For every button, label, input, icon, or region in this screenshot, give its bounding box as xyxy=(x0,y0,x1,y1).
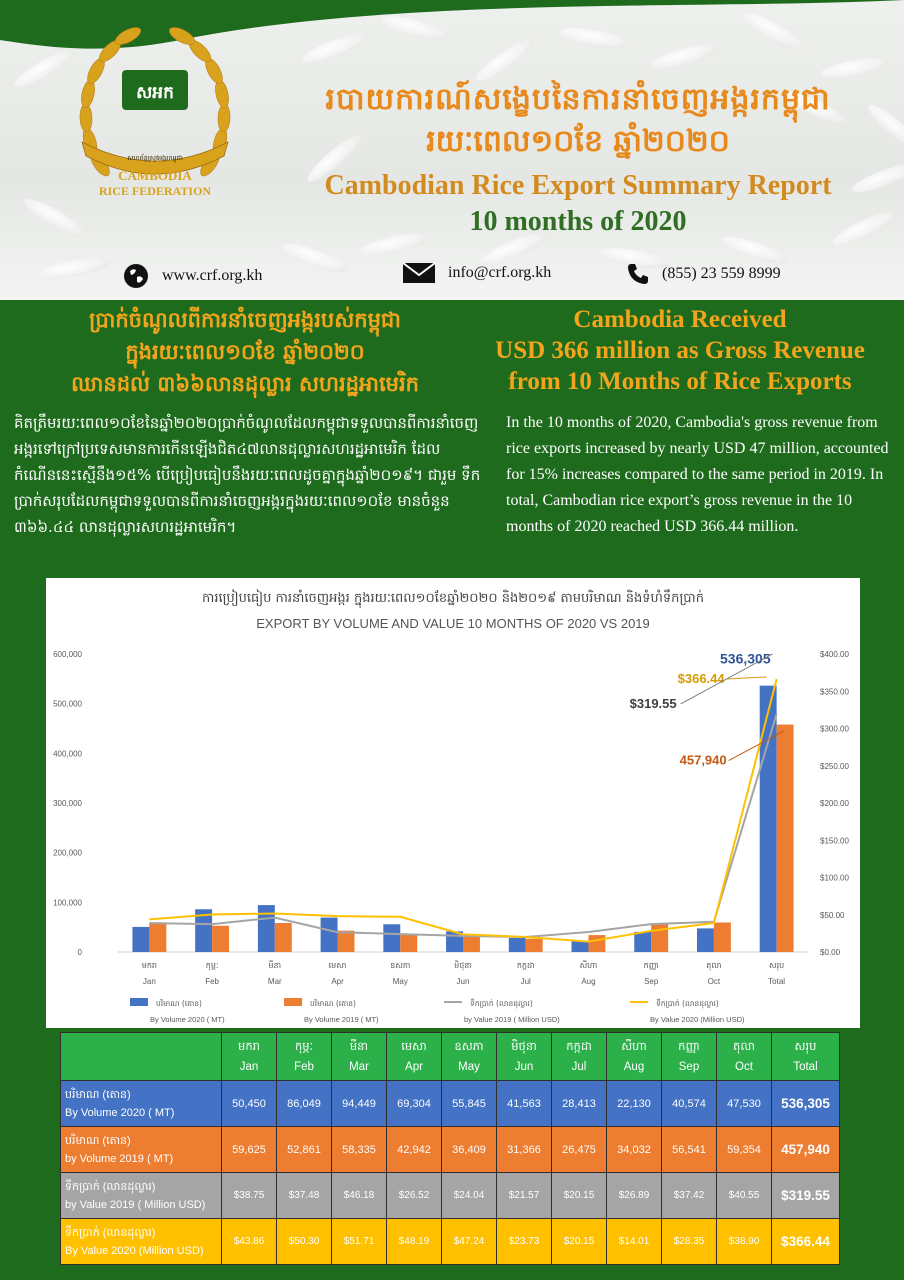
category-label: Sep xyxy=(644,977,659,986)
category-label: Jan xyxy=(142,977,156,986)
month-label: Mar xyxy=(349,1060,369,1073)
table-cell: $48.19 xyxy=(387,1219,442,1265)
table-header-cell xyxy=(662,1033,717,1081)
khmer-heading-line-2: ក្នុងរយៈពេល១០ខែ ឆ្នាំ២០២០ xyxy=(125,339,365,364)
table-cell: $20.15 xyxy=(552,1173,607,1219)
month-label-khmer: តុលា xyxy=(733,1040,755,1053)
row-label-khmer: បរិមាណ (តោន) xyxy=(65,1088,131,1101)
category-label-khmer: មេសា xyxy=(328,961,347,970)
bar-by-volume-2019-mt- xyxy=(463,936,480,952)
legend-label-khmer: ទឹកប្រាក់ (លានដុល្លារ) xyxy=(470,999,533,1008)
bar-by-volume-2019-mt- xyxy=(212,926,229,952)
category-label: Apr xyxy=(331,977,344,986)
english-heading-line-3: from 10 Months of Rice Exports xyxy=(508,368,852,395)
left-axis-tick-label: 500,000 xyxy=(53,699,82,709)
header-banner xyxy=(0,0,904,300)
table-cell: $40.55 xyxy=(717,1173,772,1219)
table-cell: $23.73 xyxy=(497,1219,552,1265)
title-khmer-line-1: របាយការណ៍សង្ខេបនៃការនាំចេញអង្ករកម្ពុជា xyxy=(325,82,831,117)
category-label: Mar xyxy=(267,977,282,986)
category-label-khmer: មិថុនា xyxy=(454,961,472,970)
bar-by-volume-2020-mt- xyxy=(258,905,275,952)
month-label: Jun xyxy=(514,1060,534,1073)
bar-by-volume-2019-mt- xyxy=(275,923,292,952)
table-cell: 28,413 xyxy=(552,1081,607,1127)
bar-by-volume-2019-mt- xyxy=(149,922,166,952)
left-axis-tick-label: 100,000 xyxy=(53,898,82,908)
chart-title-khmer: ការប្រៀបធៀប ការនាំចេញអង្ករ ក្នុងរយៈពេល១០ខែឆ្នាំ២០២០ និង២០១៩ តាមបរិមាណ និងទំហំទឹកប្រាក់ xyxy=(202,591,704,606)
table-cell: 55,845 xyxy=(442,1081,497,1127)
legend-label-khmer: ទឹកប្រាក់ (លានដុល្លារ) xyxy=(656,999,719,1008)
legend-label: by Value 2019 ( Million USD) xyxy=(464,1015,560,1024)
table-cell: $21.57 xyxy=(497,1173,552,1219)
table-row xyxy=(61,1219,840,1265)
khmer-summary-body: គិតត្រឹមរយៈពេល១០ខែនៃឆ្នាំ២០២០ប្រាក់ចំណូលដែលកម្ពុជាទទួលបានពីការនាំចេញអង្ករទៅក្រៅប្រទេសមានការកើនឡើងជិត៤៧លានដុល្លារសហរដ្ឋអាមេរិក ដែលកំណើននេះស្មើនឹង១៥% បើប្រៀបធៀបនឹងរយៈពេលដូចគ្នាក្នុងឆ្នាំ២០១៩។ ជារួម ទឹកប្រាក់សរុបដែលកម្ពុជាទទួលបានពីការនាំចេញអង្ករក្នុងរយៈពេល១០ខែ មានចំនួន ៣៦៦.៤៤ លានដុល្លារសហរដ្ឋអាមេរិក។ xyxy=(14,414,481,536)
khmer-heading-line-1: ប្រាក់ចំណូលពីការនាំចេញអង្ករបស់កម្ពុជា xyxy=(89,307,401,332)
table-cell: $47.24 xyxy=(442,1219,497,1265)
english-summary-heading xyxy=(470,304,890,397)
table-cell: 59,354 xyxy=(717,1127,772,1173)
right-axis-tick-label: $200.00 xyxy=(820,799,849,808)
month-label: Aug xyxy=(623,1060,645,1073)
table-corner-cell xyxy=(61,1033,222,1081)
category-label-khmer: មករា xyxy=(141,961,157,970)
table-cell: 94,449 xyxy=(332,1081,387,1127)
month-label: Total xyxy=(793,1060,818,1073)
svg-text:សអក: សអក xyxy=(136,83,174,103)
category-label: Jul xyxy=(520,977,531,986)
contact-website[interactable] xyxy=(122,262,262,290)
row-label xyxy=(61,1081,222,1127)
row-label-english: By Value 2020 (Million USD) xyxy=(65,1244,204,1257)
month-label: Apr xyxy=(405,1060,423,1073)
table-cell: 86,049 xyxy=(277,1081,332,1127)
table-header-cell xyxy=(717,1033,772,1081)
title-khmer-line-2: រយៈពេល១០ខែ ឆ្នាំ២០២០ xyxy=(426,124,730,159)
left-axis-tick-label: 0 xyxy=(77,948,82,957)
table-header-cell xyxy=(277,1033,332,1081)
table-cell: 41,563 xyxy=(497,1081,552,1127)
row-label-english: by Value 2019 ( Million USD) xyxy=(65,1198,206,1211)
table-cell: 56,541 xyxy=(662,1127,717,1173)
contact-email[interactable] xyxy=(402,262,551,284)
legend-label-khmer: បរិមាណ (តោន) xyxy=(156,999,202,1008)
legend-label-khmer: បរិមាណ (តោន) xyxy=(310,999,356,1008)
table-total-cell: $366.44 xyxy=(772,1219,840,1265)
rice-grain xyxy=(279,239,350,278)
category-label: Jun xyxy=(456,977,470,986)
svg-text:សហព័ន្ធស្រូវអង្ករកម្ពុជា: សហព័ន្ធស្រូវអង្ករកម្ពុជា xyxy=(127,154,183,162)
table-cell: $38.90 xyxy=(717,1219,772,1265)
table-cell: $26.89 xyxy=(607,1173,662,1219)
export-data-table xyxy=(60,1032,840,1265)
category-label-khmer: មីនា xyxy=(268,961,282,970)
website-text[interactable]: www.crf.org.kh xyxy=(162,267,263,284)
rice-grain xyxy=(39,254,111,282)
right-axis-tick-label: $0.00 xyxy=(820,948,841,957)
month-label-khmer: មេសា xyxy=(401,1040,427,1053)
category-label-khmer: តុលា xyxy=(706,961,722,970)
table-cell: 40,574 xyxy=(662,1081,717,1127)
bar-by-volume-2019-mt- xyxy=(338,931,355,952)
table-cell: 34,032 xyxy=(607,1127,662,1173)
english-heading-line-1: Cambodia Received xyxy=(573,306,787,333)
right-axis-tick-label: $150.00 xyxy=(820,836,849,846)
table-header-cell xyxy=(332,1033,387,1081)
legend-label: By Value 2020 (Million USD) xyxy=(650,1015,745,1024)
left-axis-tick-label: 400,000 xyxy=(53,749,82,759)
table-cell: $37.48 xyxy=(277,1173,332,1219)
callout-volume-2020: 536,305 xyxy=(720,650,771,667)
bar-by-volume-2019-mt- xyxy=(526,939,543,952)
title-english-line-1: Cambodian Rice Export Summary Report xyxy=(324,170,832,201)
table-header-row xyxy=(61,1033,840,1081)
globe-icon xyxy=(122,262,150,290)
category-label: May xyxy=(392,977,408,986)
table-header-cell xyxy=(442,1033,497,1081)
table-cell: 36,409 xyxy=(442,1127,497,1173)
table-header-cell xyxy=(497,1033,552,1081)
callout-leader xyxy=(727,677,767,679)
table-cell: $14.01 xyxy=(607,1219,662,1265)
month-label-khmer: សីហា xyxy=(621,1040,647,1053)
row-label xyxy=(61,1127,222,1173)
khmer-heading-line-3: ឈានដល់ ៣៦៦លានដុល្លារ សហរដ្ឋអាមេរិក xyxy=(71,371,419,396)
row-label xyxy=(61,1173,222,1219)
table-cell: 58,335 xyxy=(332,1127,387,1173)
bar-by-volume-2019-mt- xyxy=(714,923,731,952)
month-label-khmer: ឧសភា xyxy=(454,1040,484,1053)
svg-text:RICE FEDERATION: RICE FEDERATION xyxy=(98,184,212,198)
month-label-khmer: មីនា xyxy=(349,1040,369,1053)
export-chart-svg xyxy=(46,578,860,1028)
table-cell: 59,625 xyxy=(222,1127,277,1173)
table-row xyxy=(61,1173,840,1219)
legend-swatch xyxy=(284,998,302,1006)
month-label: Jul xyxy=(571,1060,587,1073)
table-cell: $51.71 xyxy=(332,1219,387,1265)
bar-by-volume-2020-mt- xyxy=(634,932,651,952)
table-cell: 22,130 xyxy=(607,1081,662,1127)
table-cell: $37.42 xyxy=(662,1173,717,1219)
bar-by-volume-2020-mt- xyxy=(697,928,714,952)
email-text[interactable]: info@crf.org.kh xyxy=(448,264,552,281)
bar-by-volume-2020-mt- xyxy=(132,927,149,952)
legend-swatch xyxy=(130,998,148,1006)
table-cell: $50.30 xyxy=(277,1219,332,1265)
contact-phone[interactable] xyxy=(626,262,781,286)
category-label-khmer: សរុប xyxy=(769,961,785,970)
table-total-cell: 536,305 xyxy=(772,1081,840,1127)
english-summary-body: In the 10 months of 2020, Cambodia's gross revenue from rice exports increased by nearly USD 47 million, accounted for 15% increases compared to the same period in 2019. In total, Cambodian rice export’s gross revenue in the 10 months of 2020 reached USD 366.44 million. xyxy=(506,414,889,535)
table-cell: $24.04 xyxy=(442,1173,497,1219)
table-cell: $28.35 xyxy=(662,1219,717,1265)
table-cell: 69,304 xyxy=(387,1081,442,1127)
right-axis-tick-label: $350.00 xyxy=(820,687,849,697)
svg-text:CAMBODIA: CAMBODIA xyxy=(118,168,192,183)
month-label-khmer: កុម្ភៈ xyxy=(294,1040,314,1053)
table-cell: 42,942 xyxy=(387,1127,442,1173)
bar-by-volume-2019-mt- xyxy=(400,934,417,952)
month-label: May xyxy=(458,1060,480,1073)
english-heading-line-2: USD 366 million as Gross Revenue xyxy=(495,337,865,364)
bar-by-volume-2019-mt- xyxy=(588,935,605,952)
table-header-cell xyxy=(387,1033,442,1081)
callout-value-2019: $319.55 xyxy=(629,695,677,711)
left-axis-tick-label: 200,000 xyxy=(53,848,82,858)
category-label-khmer: កក្កដា xyxy=(516,961,535,970)
row-label xyxy=(61,1219,222,1265)
category-label-khmer: កុម្ភៈ xyxy=(205,961,219,970)
table-cell: $38.75 xyxy=(222,1173,277,1219)
right-axis-tick-label: $100.00 xyxy=(820,873,849,883)
phone-text[interactable]: (855) 23 559 8999 xyxy=(662,265,781,282)
crf-logo xyxy=(60,14,250,204)
table-total-cell: $319.55 xyxy=(772,1173,840,1219)
table-cell: 26,475 xyxy=(552,1127,607,1173)
table-cell: 31,366 xyxy=(497,1127,552,1173)
bar-by-volume-2019-mt- xyxy=(777,725,794,952)
right-axis-tick-label: $50.00 xyxy=(820,910,845,920)
khmer-summary-heading xyxy=(10,304,480,400)
chart-title: EXPORT BY VOLUME AND VALUE 10 MONTHS OF 2020 VS 2019 xyxy=(256,616,650,631)
line-by-value-2020-million-usd- xyxy=(149,679,776,942)
table-row xyxy=(61,1127,840,1173)
right-axis-tick-label: $400.00 xyxy=(820,650,849,659)
table-cell: 50,450 xyxy=(222,1081,277,1127)
table-row xyxy=(61,1081,840,1127)
export-chart xyxy=(46,578,860,1028)
crf-logo-graphic xyxy=(60,14,250,204)
title-english-line-2: 10 months of 2020 xyxy=(469,206,687,237)
month-label: Jan xyxy=(239,1060,259,1073)
category-label-khmer: ឧសភា xyxy=(390,961,411,970)
bar-by-volume-2020-mt- xyxy=(572,941,589,952)
category-label: Feb xyxy=(205,977,219,986)
bar-by-volume-2020-mt- xyxy=(383,924,400,952)
category-label-khmer: សីហា xyxy=(579,961,598,970)
month-label: Sep xyxy=(678,1060,700,1073)
category-label: Aug xyxy=(581,977,596,986)
category-label-khmer: កញ្ញា xyxy=(643,961,659,970)
table-cell: $26.52 xyxy=(387,1173,442,1219)
table-cell: $43.86 xyxy=(222,1219,277,1265)
table-header-cell xyxy=(222,1033,277,1081)
row-label-khmer: ទឹកប្រាក់ (លានដុល្លារ) xyxy=(65,1226,156,1239)
table-header-cell xyxy=(552,1033,607,1081)
table-cell: 47,530 xyxy=(717,1081,772,1127)
envelope-icon xyxy=(402,262,436,284)
row-label-khmer: ទឹកប្រាក់ (លានដុល្លារ) xyxy=(65,1180,156,1193)
month-label-khmer: មិថុនា xyxy=(511,1040,537,1053)
month-label-khmer: សរុប xyxy=(794,1040,817,1053)
phone-icon xyxy=(626,262,650,286)
month-label-khmer: កក្កដា xyxy=(566,1040,592,1053)
month-label-khmer: កញ្ញា xyxy=(678,1040,700,1053)
bar-by-volume-2020-mt- xyxy=(321,918,338,952)
category-label: Total xyxy=(768,977,786,986)
month-label-khmer: មករា xyxy=(238,1040,260,1053)
month-label: Oct xyxy=(735,1060,753,1073)
table-total-cell: 457,940 xyxy=(772,1127,840,1173)
month-label: Feb xyxy=(294,1060,314,1073)
left-axis-tick-label: 300,000 xyxy=(53,799,82,808)
row-label-english: By Volume 2020 ( MT) xyxy=(65,1106,175,1119)
table-header-cell xyxy=(607,1033,662,1081)
table-cell: $46.18 xyxy=(332,1173,387,1219)
callout-volume-2019: 457,940 xyxy=(679,752,727,768)
row-label-english: by Volume 2019 ( MT) xyxy=(65,1152,174,1165)
row-label-khmer: បរិមាណ (តោន) xyxy=(65,1134,131,1147)
right-axis-tick-label: $250.00 xyxy=(820,761,849,771)
table-cell: $20.15 xyxy=(552,1219,607,1265)
table-cell: 52,861 xyxy=(277,1127,332,1173)
left-axis-tick-label: 600,000 xyxy=(53,650,82,659)
legend-label: By Volume 2020 ( MT) xyxy=(150,1015,225,1024)
callout-value-2020: $366.44 xyxy=(677,671,725,687)
right-axis-tick-label: $300.00 xyxy=(820,724,849,734)
legend-label: By Volume 2019 ( MT) xyxy=(304,1015,379,1024)
category-label: Oct xyxy=(707,977,721,986)
table-header-cell xyxy=(772,1033,840,1081)
bar-by-volume-2020-mt- xyxy=(509,938,526,952)
line-by-value-2019-million-usd- xyxy=(149,714,776,937)
